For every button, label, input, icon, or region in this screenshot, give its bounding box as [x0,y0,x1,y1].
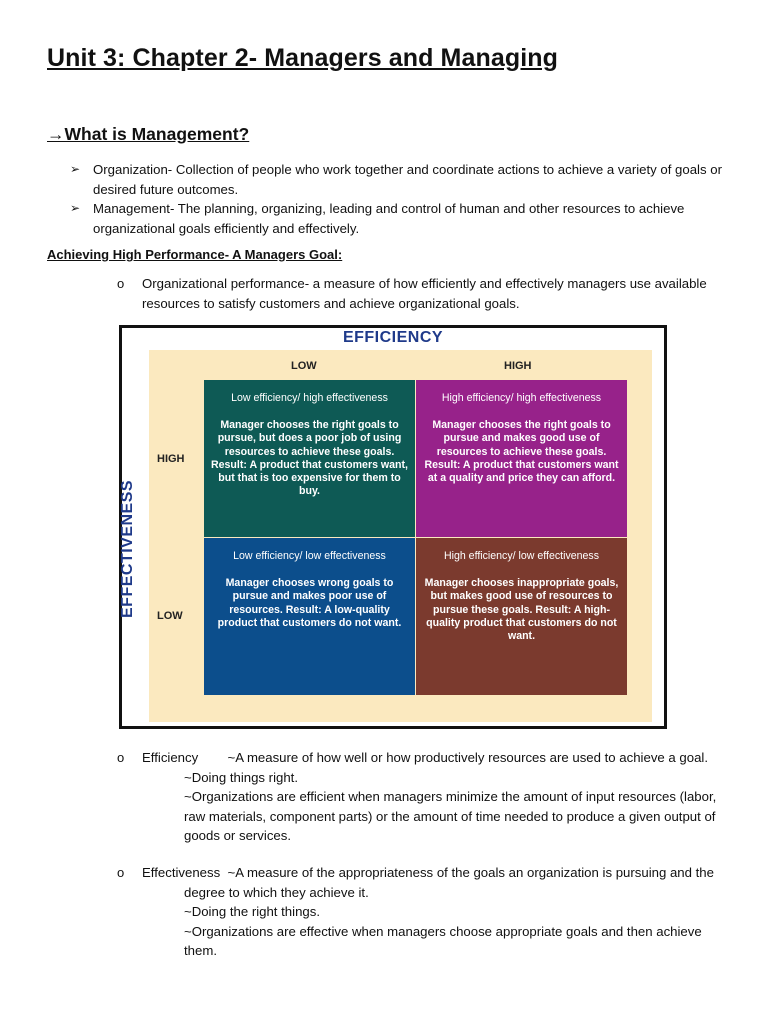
quadrant-heading: High efficiency/ high effectiveness [441,392,602,404]
arrow-bullet-icon: ➢ [70,201,81,215]
definition-list [70,160,730,238]
circle-bullet-icon: o [117,276,125,291]
efficiency-sub-1: ~Doing things right. [184,769,298,785]
quadrant-low-eff-low-effect [204,538,415,695]
quadrant-body: Manager chooses the right goals to pursue and makes good use of resources to achieve these goals. Result: A product that customers want at a quality and price they can afford. [424,419,619,485]
efficiency-effectiveness-figure [119,325,667,729]
quadrant-low-eff-high-effect [204,380,415,537]
effectiveness-sub-2: ~Doing the right things. [184,904,320,919]
efficiency-item [117,748,722,846]
performance-text: Organizational performance- a measure of how efficiently and effectively managers use available resources to satisfy customers and achieve organizational goals. [142,276,707,311]
column-label-low: LOW [291,360,317,372]
quadrant-body: Manager chooses inappropriate goals, but makes good use of resources to pursue these goals. Result: A high-quality product that customers do not want. [424,577,619,643]
section-heading: Achieving High Performance- A Managers Goal: [47,247,343,262]
list-item-text: Organization- Collection of people who work together and coordinate actions to achieve a variety of goals or desired future outcomes. [93,162,722,197]
section-subtitle: →What is Management? [47,124,250,144]
effectiveness-axis-title: EFFECTIVENESS [119,479,136,618]
page-title: Unit 3: Chapter 2- Managers and Managing [47,44,559,72]
row-label-low: LOW [157,610,183,622]
quadrant-body: Manager chooses wrong goals to pursue and makes poor use of resources. Result: A low-quality product that customers do not want. [217,577,402,629]
quadrant-heading: High efficiency/ low effectiveness [443,550,600,562]
list-item [70,199,730,238]
quadrant-body: Manager chooses the right goals to pursue, but does a poor job of using resources to achieve these goals. Result: A product that customers want, but that is too expensive for them to buy. [211,419,408,498]
effectiveness-item [117,863,722,961]
circle-bullet-icon: o [117,865,125,880]
performance-item [117,274,717,313]
quadrant-heading: Low efficiency/ high effectiveness [231,392,388,404]
arrow-bullet-icon: ➢ [70,162,81,176]
efficiency-axis-title: EFFICIENCY [342,329,444,346]
quadrant-heading: Low efficiency/ low effectiveness [233,550,386,562]
list-item-text: Management- The planning, organizing, leading and control of human and other resources to achieve organizational goals efficiently and effectively. [93,201,685,236]
column-label-high: HIGH [504,360,532,372]
quadrant-high-eff-high-effect [416,380,627,537]
effectiveness-definition: Effectiveness ~A measure of the appropriateness of the goals an organization is pursuing and the [142,865,714,880]
effectiveness-sub-1: degree to which they achieve it. [184,884,369,900]
circle-bullet-icon: o [117,750,125,765]
row-label-high: HIGH [157,453,185,465]
figure-background [119,350,652,722]
effectiveness-sub-3: ~Organizations are effective when managers choose appropriate goals and then achieve them. [184,923,702,958]
efficiency-definition: Efficiency ~A measure of how well or how productively resources are used to achieve a goal. [142,750,709,765]
efficiency-sub-2: ~Organizations are efficient when managers minimize the amount of input resources (labor, raw materials, component parts) or the amount of time needed to produce a given output of goods or services. [184,789,717,843]
list-item [70,160,730,199]
quadrant-high-eff-low-effect [416,538,627,695]
